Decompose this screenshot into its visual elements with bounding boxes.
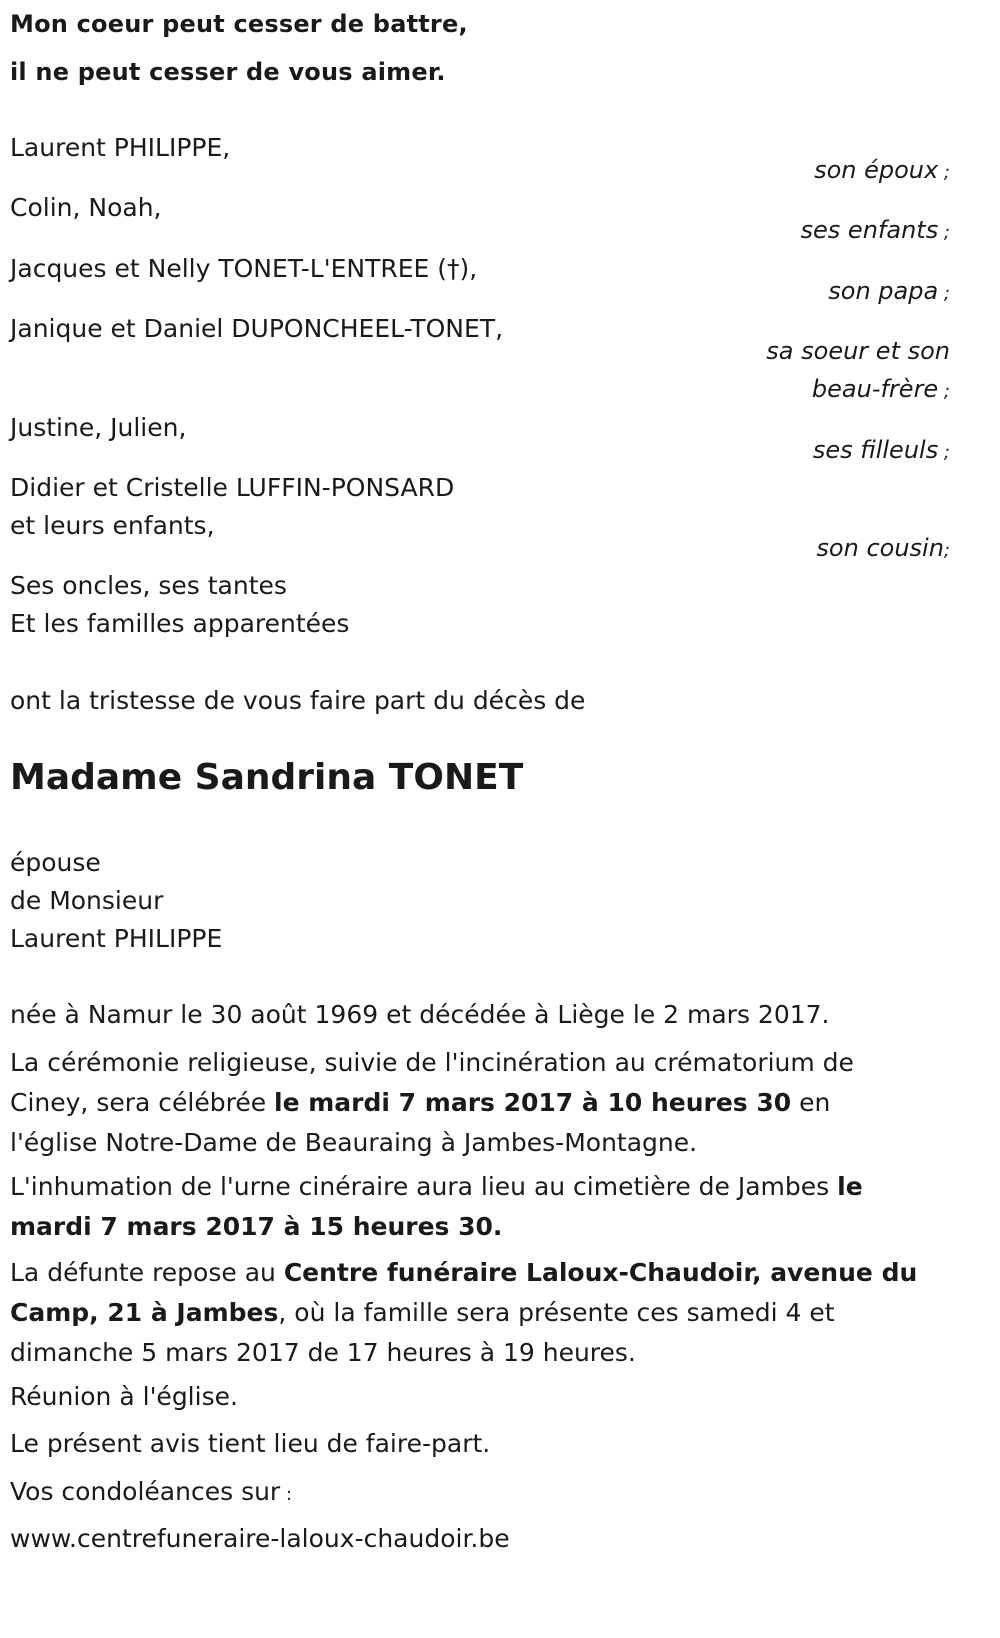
deceased-name: Madame Sandrina TONET xyxy=(10,757,524,798)
funeral-home-address: Centre funéraire Laloux-Chaudoir, avenue du Camp, 21 à Jambes xyxy=(10,1258,918,1327)
notice-note: Le présent avis tient lieu de faire-part. xyxy=(10,1429,491,1458)
spouse-line-3: Laurent PHILIPPE xyxy=(10,924,223,953)
announcement-text: ont la tristesse de vous faire part du décès de xyxy=(10,686,586,715)
family-name-spouse: Laurent PHILIPPE, xyxy=(10,133,231,162)
family-name-cousin: Didier et Cristelle LUFFIN-PONSARD xyxy=(10,473,455,502)
family-name-godchildren: Justine, Julien, xyxy=(10,413,187,442)
verse-line-1: Mon coeur peut cesser de battre, xyxy=(10,10,468,38)
condolences-url[interactable]: www.centrefuneraire-laloux-chaudoir.be xyxy=(10,1524,510,1553)
verse-line-2: il ne peut cesser de vous aimer. xyxy=(10,58,446,86)
visitation-paragraph: La défunte repose au Centre funéraire Laloux-Chaudoir, avenue du Camp, 21 à Jambes, où la famille sera présente ces samedi 4 et dimanche 5 mars 2017 de 17 heures à 19 heures. xyxy=(10,1258,918,1367)
family-name-cousin-children: et leurs enfants, xyxy=(10,511,215,540)
relation-spouse: son époux ; xyxy=(814,156,950,184)
relation-children: ses enfants ; xyxy=(800,216,950,244)
birth-death-dates: née à Namur le 30 août 1969 et décédée à Liège le 2 mars 2017. xyxy=(10,1000,830,1029)
family-name-uncles: Ses oncles, ses tantes xyxy=(10,571,287,600)
family-name-children: Colin, Noah, xyxy=(10,193,162,222)
relation-godchildren: ses filleuls ; xyxy=(812,436,950,464)
spouse-line-1: épouse xyxy=(10,848,101,877)
burial-datetime: le mardi 7 mars 2017 à 15 heures 30. xyxy=(10,1172,863,1241)
family-name-sister: Janique et Daniel DUPONCHEEL-TONET, xyxy=(10,314,504,343)
family-name-father: Jacques et Nelly TONET-L'ENTREE (†), xyxy=(10,254,478,283)
condolences-label: Vos condoléances sur : xyxy=(10,1477,293,1506)
family-name-relatives: Et les familles apparentées xyxy=(10,609,350,638)
burial-paragraph: L'inhumation de l'urne cinéraire aura lieu au cimetière de Jambes le mardi 7 mars 2017 à 15 heures 30. xyxy=(10,1172,863,1241)
reunion-note: Réunion à l'église. xyxy=(10,1382,238,1411)
relation-father: son papa ; xyxy=(828,277,950,305)
ceremony-paragraph: La cérémonie religieuse, suivie de l'incinération au crématorium de Ciney, sera célébrée le mardi 7 mars 2017 à 10 heures 30 en l'église Notre-Dame de Beauraing à Jambes-Montagne. xyxy=(10,1048,854,1157)
ceremony-datetime: le mardi 7 mars 2017 à 10 heures 30 xyxy=(274,1088,792,1117)
relation-cousin: son cousin; xyxy=(816,534,950,562)
spouse-line-2: de Monsieur xyxy=(10,886,164,915)
relation-sister-line-1: sa soeur et son xyxy=(766,337,950,365)
relation-sister-line-2: beau-frère ; xyxy=(811,375,950,403)
